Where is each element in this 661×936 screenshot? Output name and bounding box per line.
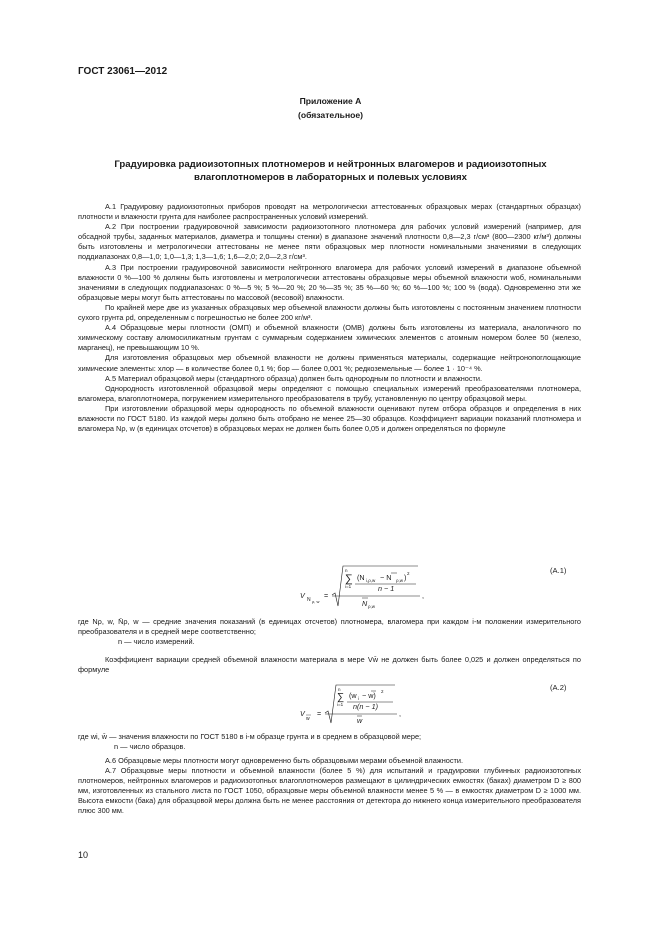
text-block-1 <box>78 202 581 434</box>
svg-text:N: N <box>362 599 368 608</box>
svg-text:): ) <box>404 573 407 582</box>
svg-text:n(n − 1): n(n − 1) <box>353 702 378 711</box>
svg-text:w: w <box>357 716 363 725</box>
equation-number-a2: (А.2) <box>550 683 567 692</box>
svg-text:=: = <box>324 591 329 600</box>
text-block-3 <box>78 756 581 817</box>
paragraph-a7: А.7 Образцовые меры плотности и объемной влажности (более 5 %) для испытаний и градуировки глубинных радиоизотопных плотномеров, нейтронных влагомеров и радиоизотопных влагоплотномеров размещают в цилиндрических емкостях (баках) диаметром D ≥ 800 мм, изготовленных из стального листа по ГОСТ 1050, образцовые меры объемной влажности менее 5 % — в емкостях диаметром D ≥ 1000 мм. Высота емкости (бака) для образцовой меры должна быть не менее расстояния от детектора до нижнего конца измерительного преобразователя плюс 300 мм. <box>78 766 581 816</box>
svg-text:− w): − w) <box>362 691 376 700</box>
where2-definition: где wi, w̄ — значения влажности по ГОСТ 5180 в i-м образце грунта и в среднем в образцовой мере; <box>78 732 422 741</box>
svg-text:n − 1: n − 1 <box>378 584 395 593</box>
formula-a2 <box>300 680 540 726</box>
svg-text:,: , <box>422 591 424 600</box>
svg-text:w: w <box>306 716 310 722</box>
where2-n: n — число образцов. <box>114 742 186 752</box>
svg-text:V: V <box>300 709 305 718</box>
svg-text:=: = <box>317 709 322 718</box>
standard-header: ГОСТ 23061—2012 <box>78 66 168 77</box>
svg-text:i=1: i=1 <box>337 702 344 707</box>
annex-status: (обязательное) <box>297 110 364 120</box>
svg-text:∑: ∑ <box>337 692 345 703</box>
where1-definition: где Nρ, w, N̄ρ, w — средние значения показаний (в единицах отсчетов) плотномера, влагомера при каждом i-м положении измерительного преобразователя и в средней мере соответственно; <box>78 617 581 637</box>
paragraph-neutron-absorbers: Для изготовления образцовых мер объемной влажности не должны применяться материалы, содержащие нейтронопоглощающие химические элементы: хлор — в количестве более 0,1 %; бор — более 0,001 %; редкоземельные — более 1 · 10⁻⁴ %. <box>78 353 581 373</box>
where-block-2 <box>78 732 581 752</box>
svg-text:i,ρ,w: i,ρ,w <box>366 578 376 583</box>
paragraph-sampling: При изготовлении образцовой меры однородность по объемной влажности оценивают путем отбора образцов и определения в них влажности по ГОСТ 5180. Из каждой меры должно быть отобрано не менее 25—30 образцов. Коэффициент вариации показаний плотномера и влагомера Nρ, w (в единицах отсчетов) в образцовых мерах не должен быть более 0,05 и должен определяться по формуле <box>78 403 581 434</box>
where-block-1 <box>78 617 581 647</box>
svg-text:n: n <box>338 687 341 692</box>
paragraph-a5: А.5 Материал образцовой меры (стандартного образца) должен быть однородным по плотности и влажности. <box>105 373 483 383</box>
paragraph-uniformity: Однородность изготовленной образцовой меры определяют с помощью специальных измерений преобразователями плотномера, влагомера, влагоплотномера, погружением измерительного преобразователя в трубу, установленную по центру образцовой меры. <box>78 383 581 403</box>
svg-text:N: N <box>307 597 311 603</box>
svg-text:ρ,w: ρ,w <box>396 578 404 583</box>
paragraph-dry-density: По крайней мере две из указанных образцовых мер объемной влажности должны быть изготовлены с постоянным значением плотности сухого грунта ρd, определенным с погрешностью не более 200 кг/м³. <box>78 302 581 323</box>
svg-text:V: V <box>300 591 305 600</box>
where1-n: n — число измерений. <box>118 637 195 647</box>
section-title: Градуировка радиоизотопных плотномеров и нейтронных влагомеров и радиоизотопных влагоплотномеров в лабораторных и полевых условиях <box>114 159 547 183</box>
svg-text:ρ,w: ρ,w <box>368 604 376 609</box>
page-number: 10 <box>78 850 89 860</box>
svg-text:i=1: i=1 <box>345 584 352 589</box>
svg-text:2: 2 <box>407 571 410 576</box>
paragraph-a6: А.6 Образцовые меры плотности могут одновременно быть образцовыми мерами объемной влажности. <box>105 756 464 765</box>
svg-text:i: i <box>358 696 359 701</box>
equation-number-a1: (А.1) <box>550 566 567 575</box>
paragraph-a1: А.1 Градуировку радиоизотопных приборов проводят на метрологически аттестованных образцовых мерах (стандартных образцах) плотности и влажности грунта для наиболее распространенных условий измерений. <box>78 202 581 222</box>
svg-text:(w: (w <box>349 691 357 700</box>
formula-a1 <box>300 560 540 610</box>
svg-text:,: , <box>399 709 401 718</box>
paragraph-a3: А.3 При построении градуировочной зависимости нейтронного влагомера для рабочих условий измерений в диапазоне объемной влажности 0 %—100 % должны быть изготовлены и метрологически аттестованы образцовые меры объемной влажности wоб, номинальными значениями в следующих поддиапазонах: 0 %—5 %; 5 %—20 %; 20 %—35 %; 35 %—60 %; 60 %—100 %; 100 % (вода). Одновременно эти же образцовые меры могут быть аттестованы по массовой (весовой) влажности. <box>78 262 581 302</box>
annex-title: Приложение А <box>299 96 362 106</box>
paragraph-variation: Коэффициент вариации средней объемной влажности материала в мере Vw̄ не должен быть более 0,025 и должен определяться по формуле <box>78 655 581 675</box>
svg-text:(N: (N <box>357 573 365 582</box>
svg-text:− N: − N <box>380 573 392 582</box>
paragraph-a4: А.4 Образцовые меры плотности (ОМП) и объемной влажности (ОМВ) должны быть изготовлены из материала, аналогичного по химическому составу алюмосиликатным грунтам с суммарным содержанием химических элементов с атомным номером более 50 (железо, марганец), не превышающим 10 %. <box>78 323 581 353</box>
paragraph-a2: А.2 При построении градуировочной зависимости радиоизотопного плотномера для рабочих условий измерений (например, для обсадной трубы, заданных материалов, диаметра и толщины стенки) в диапазоне значений плотности 0,8—2,3 г/см³ (800—2300 кг/м³) должны быть изготовлены и метрологически аттестованы не менее пяти образцовых мер плотности номинальными значениями в следующих поддиапазонах 0,8—1,0; 1,0—1,3; 1,3—1,6; 1,6—2,0; 2,0—2,3 г/см³. <box>78 222 581 262</box>
svg-text:ρ, w: ρ, w <box>312 599 320 604</box>
svg-text:n: n <box>345 568 348 573</box>
text-block-2 <box>78 655 581 675</box>
svg-text:2: 2 <box>381 689 384 694</box>
svg-text:∑: ∑ <box>345 573 353 585</box>
